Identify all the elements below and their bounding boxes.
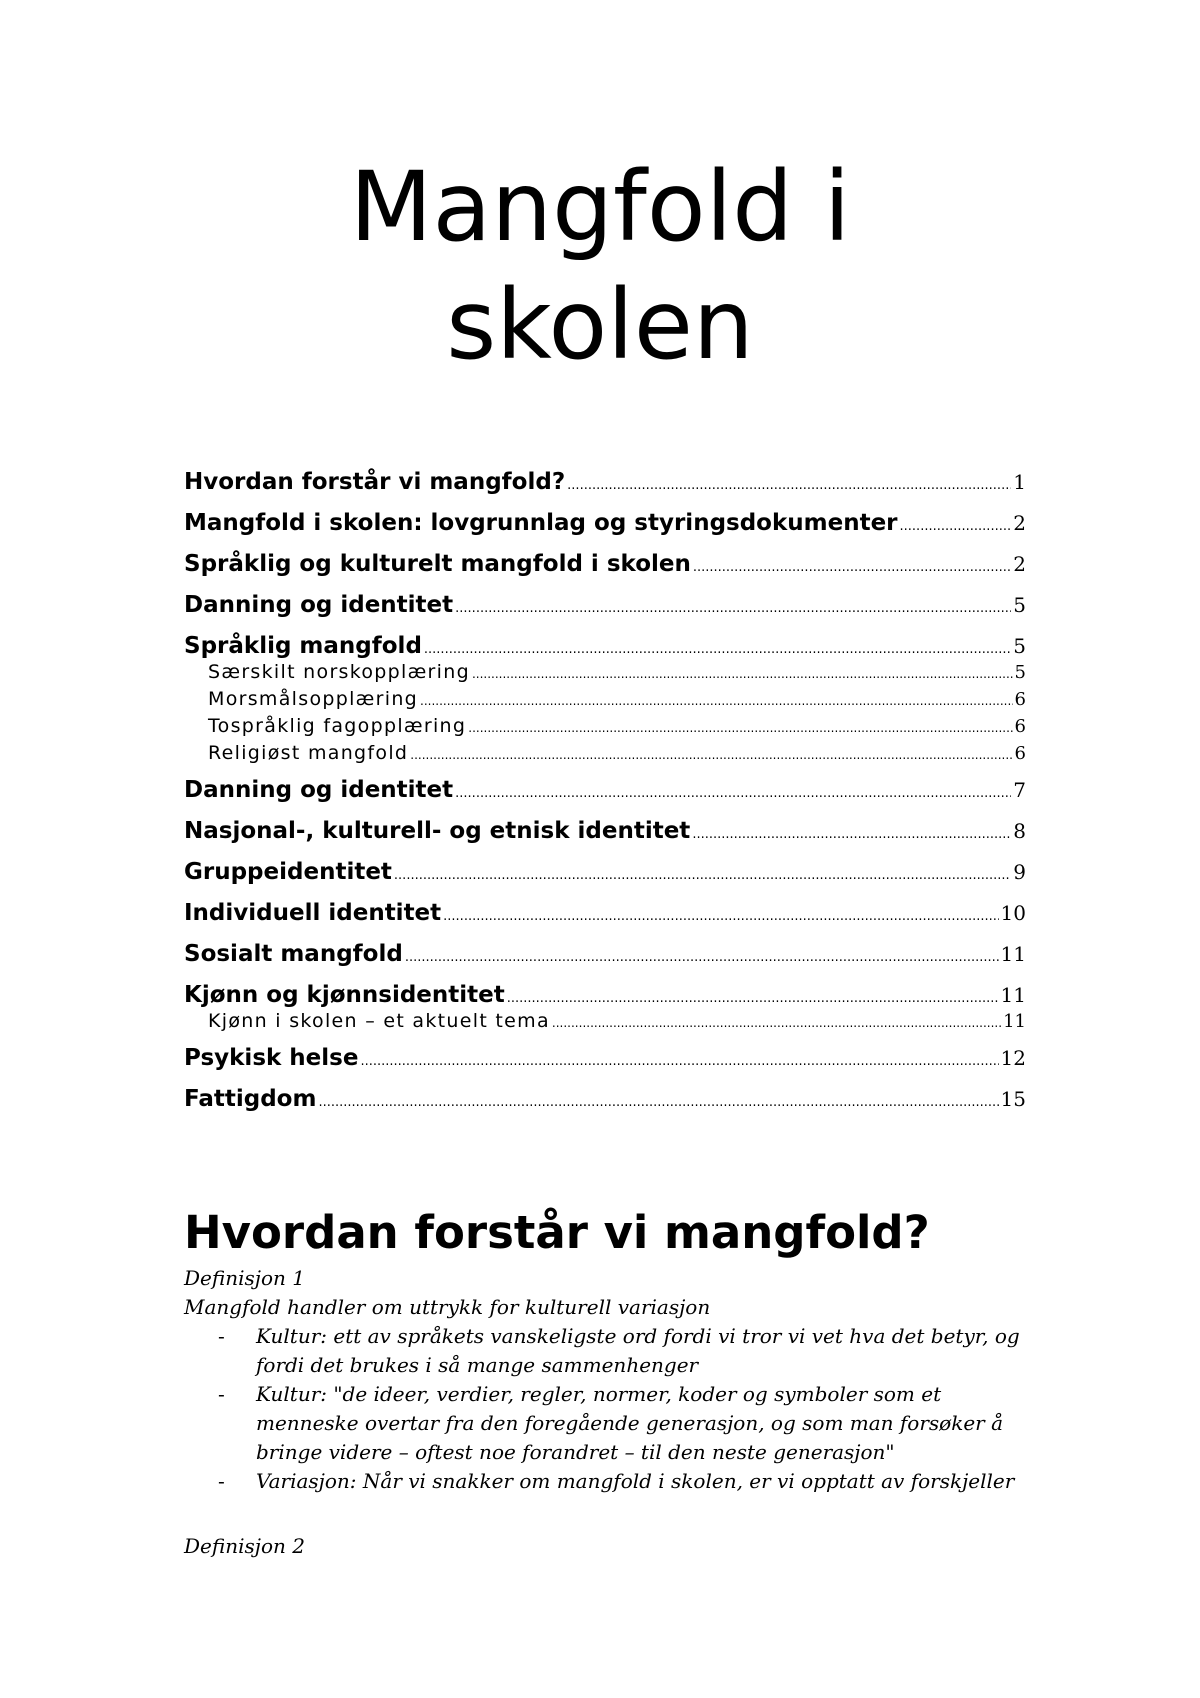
section-hvordan-forstar <box>184 1206 1044 1561</box>
toc-entry-page: 15 <box>1000 1087 1026 1111</box>
toc-entry-page: 1 <box>1013 470 1026 494</box>
list-item <box>218 1322 1044 1380</box>
toc-entry-page: 6 <box>1014 716 1026 737</box>
toc-entry-page: 5 <box>1014 662 1026 683</box>
toc-entry[interactable] <box>184 776 1026 804</box>
definition-2-label: Definisjon 2 <box>184 1534 305 1558</box>
toc-entry-page: 11 <box>1003 1011 1026 1032</box>
bullet-text: Variasjon: Når vi snakker om mangfold i skolen, er vi opptatt av forskjeller <box>256 1469 1015 1493</box>
toc-entry-label: Sosialt mangfold <box>184 941 403 967</box>
toc-entry-label: Nasjonal-, kulturell- og etnisk identitet <box>184 818 691 844</box>
toc-leader <box>693 554 1011 582</box>
toc-entry-label: Religiøst mangfold <box>208 742 409 764</box>
toc-leader <box>360 1048 998 1076</box>
toc-entry-label: Danning og identitet <box>184 777 454 803</box>
toc-leader <box>468 716 1012 740</box>
toc-subentry[interactable] <box>184 1009 1026 1033</box>
toc-entry-label: Særskilt norskopplæring <box>208 661 470 683</box>
toc-entry[interactable] <box>184 940 1026 968</box>
toc-entry[interactable] <box>184 981 1026 1009</box>
list-item <box>218 1380 1044 1467</box>
toc-entry[interactable] <box>184 509 1026 537</box>
toc-leader <box>472 662 1013 686</box>
toc-entry-label: Språklig mangfold <box>184 633 422 659</box>
toc-leader <box>455 780 1011 808</box>
toc-entry[interactable] <box>184 632 1026 660</box>
toc-subentry[interactable] <box>184 714 1026 738</box>
list-item <box>218 1467 1044 1496</box>
definition-1-label: Definisjon 1 <box>184 1266 305 1290</box>
toc-entry[interactable] <box>184 858 1026 886</box>
toc-leader <box>443 903 998 931</box>
bullet-dash: - <box>218 1469 225 1493</box>
title-line-1: Mangfold i <box>349 151 851 263</box>
toc-entry-page: 8 <box>1013 819 1026 843</box>
toc-leader <box>405 944 999 972</box>
toc-leader <box>567 472 1011 500</box>
toc-entry[interactable] <box>184 817 1026 845</box>
definition-1-text: Mangfold handler om uttrykk for kulturell variasjon <box>184 1295 711 1319</box>
toc-entry-label: Gruppeidentitet <box>184 859 392 885</box>
toc-subentry[interactable] <box>184 687 1026 711</box>
toc-entry-label: Fattigdom <box>184 1086 317 1112</box>
toc-entry-page: 11 <box>1000 983 1026 1007</box>
toc-entry[interactable] <box>184 1044 1026 1072</box>
title-line-2: skolen <box>446 269 754 381</box>
toc-leader <box>455 595 1011 623</box>
toc-entry-page: 9 <box>1013 860 1026 884</box>
toc-subentry[interactable] <box>184 741 1026 765</box>
toc-entry-label: Språklig og kulturelt mangfold i skolen <box>184 551 691 577</box>
toc-entry-page: 5 <box>1013 634 1026 658</box>
toc-entry-label: Individuell identitet <box>184 900 442 926</box>
toc-entry-page: 11 <box>1000 942 1026 966</box>
toc-entry-label: Kjønn i skolen – et aktuelt tema <box>208 1010 550 1032</box>
toc-entry-page: 12 <box>1000 1046 1026 1070</box>
definition-1-bullets <box>184 1322 1044 1496</box>
toc-entry-page: 2 <box>1013 552 1026 576</box>
toc-entry-page: 5 <box>1013 593 1026 617</box>
bullet-dash: - <box>218 1324 225 1348</box>
toc-leader <box>507 985 999 1013</box>
toc-leader <box>692 821 1011 849</box>
toc-entry-page: 6 <box>1014 743 1026 764</box>
toc-entry-page: 7 <box>1013 778 1026 802</box>
toc-entry[interactable] <box>184 468 1026 496</box>
toc-entry-label: Morsmålsopplæring <box>208 688 419 710</box>
toc-entry-page: 6 <box>1014 689 1026 710</box>
bullet-text: Kultur: ett av språkets vanskeligste ord fordi vi tror vi vet hva det betyr, og fordi det brukes i så mange sammenhenger <box>256 1324 1020 1377</box>
toc-entry[interactable] <box>184 1085 1026 1113</box>
toc-entry-label: Kjønn og kjønnsidentitet <box>184 982 505 1008</box>
table-of-contents <box>184 468 1026 1113</box>
bullet-dash: - <box>218 1382 225 1406</box>
document-title <box>0 148 1200 384</box>
toc-entry[interactable] <box>184 899 1026 927</box>
section-heading: Hvordan forstår vi mangfold? <box>184 1206 930 1259</box>
toc-entry[interactable] <box>184 591 1026 619</box>
toc-entry-label: Danning og identitet <box>184 592 454 618</box>
toc-leader <box>552 1011 1001 1035</box>
toc-entry-page: 10 <box>1000 901 1026 925</box>
toc-leader <box>420 689 1013 713</box>
toc-leader <box>424 636 1011 664</box>
toc-entry-page: 2 <box>1013 511 1026 535</box>
toc-leader <box>394 862 1011 890</box>
bullet-text: Kultur: "de ideer, verdier, regler, normer, koder og symboler som et menneske overtar fra den foregående generasjon, og som man forsøker å bringe videre – oftest noe forandret – til den neste generasjon" <box>256 1382 1003 1464</box>
toc-subentry[interactable] <box>184 660 1026 684</box>
toc-entry-label: Psykisk helse <box>184 1045 359 1071</box>
toc-entry-label: Mangfold i skolen: lovgrunnlag og styringsdokumenter <box>184 510 898 536</box>
toc-leader <box>318 1089 998 1117</box>
toc-entry[interactable] <box>184 550 1026 578</box>
toc-leader <box>410 743 1012 767</box>
toc-entry-label: Tospråklig fagopplæring <box>208 715 467 737</box>
toc-leader <box>900 513 1012 541</box>
toc-entry-label: Hvordan forstår vi mangfold? <box>184 469 566 495</box>
